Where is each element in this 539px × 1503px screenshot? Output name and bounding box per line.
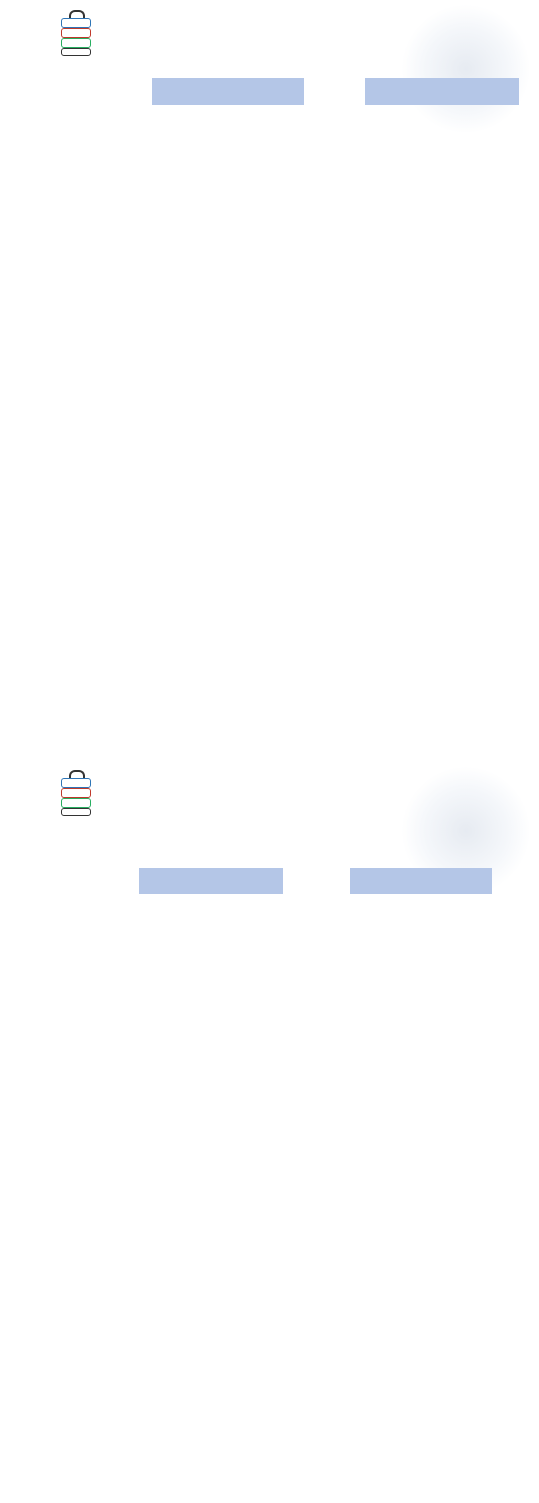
brand-logo (10, 10, 140, 58)
flower-watermark (401, 4, 531, 134)
lunch-header (152, 78, 304, 105)
menu-week-2 (0, 760, 539, 1503)
dinner-header (350, 868, 492, 894)
brand-logo (10, 770, 140, 818)
tiffin-icon (60, 10, 90, 56)
dinner-header (365, 78, 519, 105)
tiffin-icon (60, 770, 90, 816)
lunch-header (139, 868, 283, 894)
